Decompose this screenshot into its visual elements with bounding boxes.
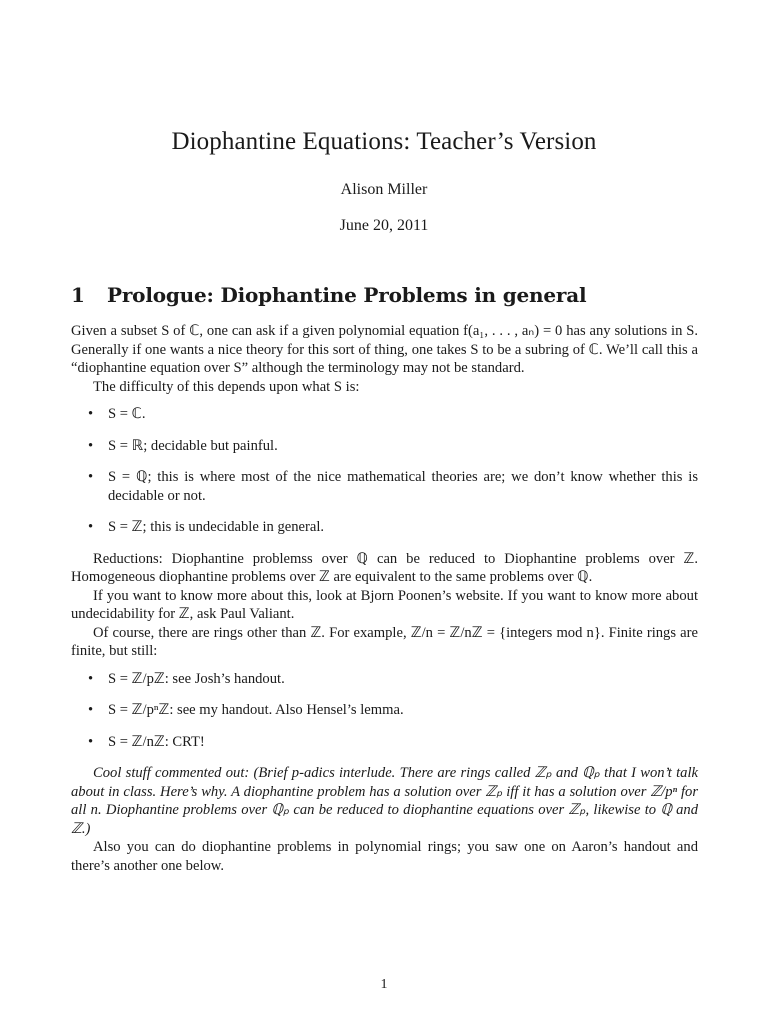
list-item: • S = ℂ. (88, 406, 146, 422)
bullet-icon: • (88, 702, 94, 718)
list-item: • S = ℝ; decidable but painful. (88, 437, 278, 454)
bullet-icon: • (88, 519, 94, 535)
section-number: 1 (71, 283, 85, 307)
list-item: • S = ℤ/pℤ: see Josh’s handout. (88, 670, 285, 687)
paragraph-polynomial-rings: Also you can do diophantine problems in polynomial rings; you saw one on Aaron’s handout and there’s another one below. (71, 839, 698, 874)
bullet-icon: • (88, 469, 94, 485)
paragraph-more-info: If you want to know more about this, look at Bjorn Poonen’s website. If you want to know more about undecidability for ℤ, ask Paul Valiant. (71, 587, 698, 622)
list-item: • S = ℤ/pⁿℤ: see my handout. Also Hensel’s lemma. (88, 702, 404, 718)
bullet-icon: • (88, 406, 94, 422)
paragraph-difficulty: The difficulty of this depends upon what S is: (93, 378, 360, 395)
bullet-icon: • (88, 733, 94, 750)
bullet-icon: • (88, 670, 94, 687)
paragraph-other-rings: Of course, there are rings other than ℤ. For example, ℤ/n = ℤ/nℤ = {integers mod n}. Finite rings are finite, but still: (71, 624, 698, 659)
paragraph-intro: Given a subset S of ℂ, one can ask if a given polynomial equation f(a₁, . . . , aₙ) = 0 has any solutions in S. Generally if one wants a nice theory for this sort of thing, one takes S to be a subring of ℂ. We’ll call this a “diophantine equation over S” although the terminology may not be standard. (71, 323, 698, 376)
section-body (71, 322, 698, 875)
document-date: June 20, 2011 (339, 217, 429, 234)
document-author: Alison Miller (340, 181, 428, 198)
ring-list (71, 405, 698, 537)
section-title: Prologue: Diophantine Problems in general (107, 283, 587, 307)
document-title: Diophantine Equations: Teacher’s Version (171, 128, 597, 155)
list-item: • S = ℤ/nℤ: CRT! (88, 733, 205, 750)
finite-ring-list (71, 670, 698, 752)
section-heading (71, 283, 586, 307)
paragraph-reductions: Reductions: Diophantine problemss over ℚ can be reduced to Diophantine problems over ℤ. Homogeneous diophantine problems over ℤ are equivalent to the same problems over ℚ. (71, 550, 698, 585)
paragraph-padics-note: Cool stuff commented out: (Brief p-adics interlude. There are rings called ℤₚ and ℚₚ that I won’t talk about in class. Here’s why. A diophantine problem has a solution over ℤₚ iff it has a solution over ℤ/pⁿ for all n. Diophantine problems over ℚₚ can be reduced to diophantine equations over ℤₚ, likewise to ℚ and ℤ.) (71, 765, 698, 837)
bullet-icon: • (88, 437, 94, 454)
page-number: 1 (380, 977, 388, 992)
list-item: • S = ℤ; this is undecidable in general. (88, 519, 325, 535)
list-item: • S = ℚ; this is where most of the nice mathematical theories are; we don’t know whether this is decidable or not. (88, 469, 698, 504)
